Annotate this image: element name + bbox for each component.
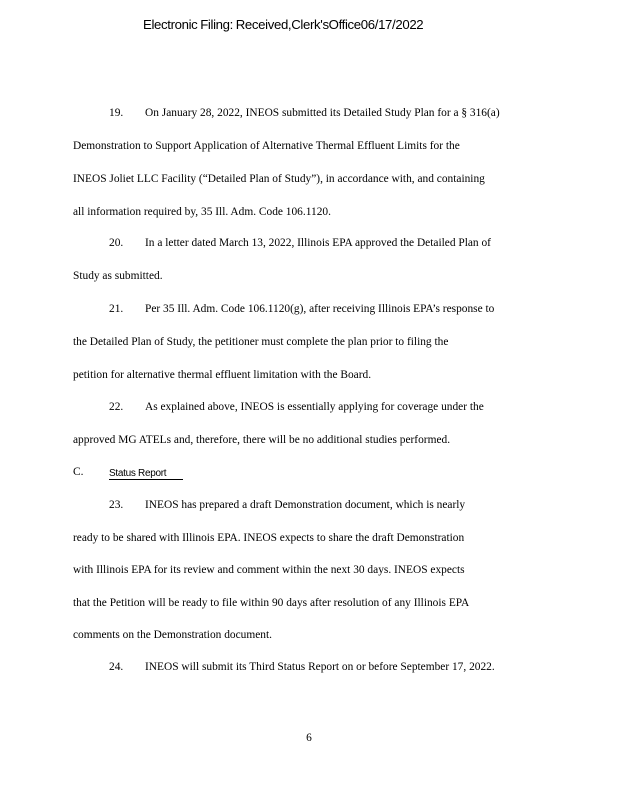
paragraph-line: the Detailed Plan of Study, the petitioner must complete the plan prior to filing the	[73, 336, 449, 348]
section-title: Status Report	[109, 468, 183, 480]
paragraph-line: INEOS has prepared a draft Demonstration document, which is nearly	[145, 499, 466, 511]
filing-stamp: Electronic Filing: Received,Clerk'sOffice06/17/2022	[143, 17, 424, 32]
paragraph-line: all information required by, 35 Ill. Adm. Code 106.1120.	[73, 206, 331, 218]
paragraph-number: 22.	[109, 401, 124, 413]
paragraph-line: with Illinois EPA for its review and comment within the next 30 days. INEOS expects	[73, 564, 465, 576]
paragraph-line: In a letter dated March 13, 2022, Illinois EPA approved the Detailed Plan of	[145, 237, 491, 249]
paragraph-line: INEOS will submit its Third Status Report on or before September 17, 2022.	[145, 661, 495, 673]
paragraph-number: 20.	[109, 237, 124, 249]
page-number: 6	[306, 732, 312, 744]
paragraph-number: 24.	[109, 661, 124, 673]
paragraph-line: Study as submitted.	[73, 270, 163, 282]
paragraph-line: Per 35 Ill. Adm. Code 106.1120(g), after receiving Illinois EPA’s response to	[145, 303, 495, 315]
paragraph-line: As explained above, INEOS is essentially applying for coverage under the	[145, 401, 484, 413]
paragraph-line: that the Petition will be ready to file within 90 days after resolution of any Illinois EPA	[73, 597, 470, 609]
paragraph-number: 23.	[109, 499, 124, 511]
section-letter: C.	[73, 466, 84, 478]
paragraph-line: petition for alternative thermal effluent limitation with the Board.	[73, 369, 372, 381]
paragraph-number: 19.	[109, 107, 124, 119]
paragraph-line: comments on the Demonstration document.	[73, 629, 272, 641]
paragraph-line: ready to be shared with Illinois EPA. INEOS expects to share the draft Demonstration	[73, 532, 465, 544]
paragraph-line: Demonstration to Support Application of Alternative Thermal Effluent Limits for the	[73, 140, 460, 152]
paragraph-line: approved MG ATELs and, therefore, there will be no additional studies performed.	[73, 434, 451, 446]
paragraph-line: On January 28, 2022, INEOS submitted its Detailed Study Plan for a § 316(a)	[145, 107, 500, 119]
paragraph-line: INEOS Joliet LLC Facility (“Detailed Plan of Study”), in accordance with, and containing	[73, 173, 485, 185]
paragraph-number: 21.	[109, 303, 124, 315]
